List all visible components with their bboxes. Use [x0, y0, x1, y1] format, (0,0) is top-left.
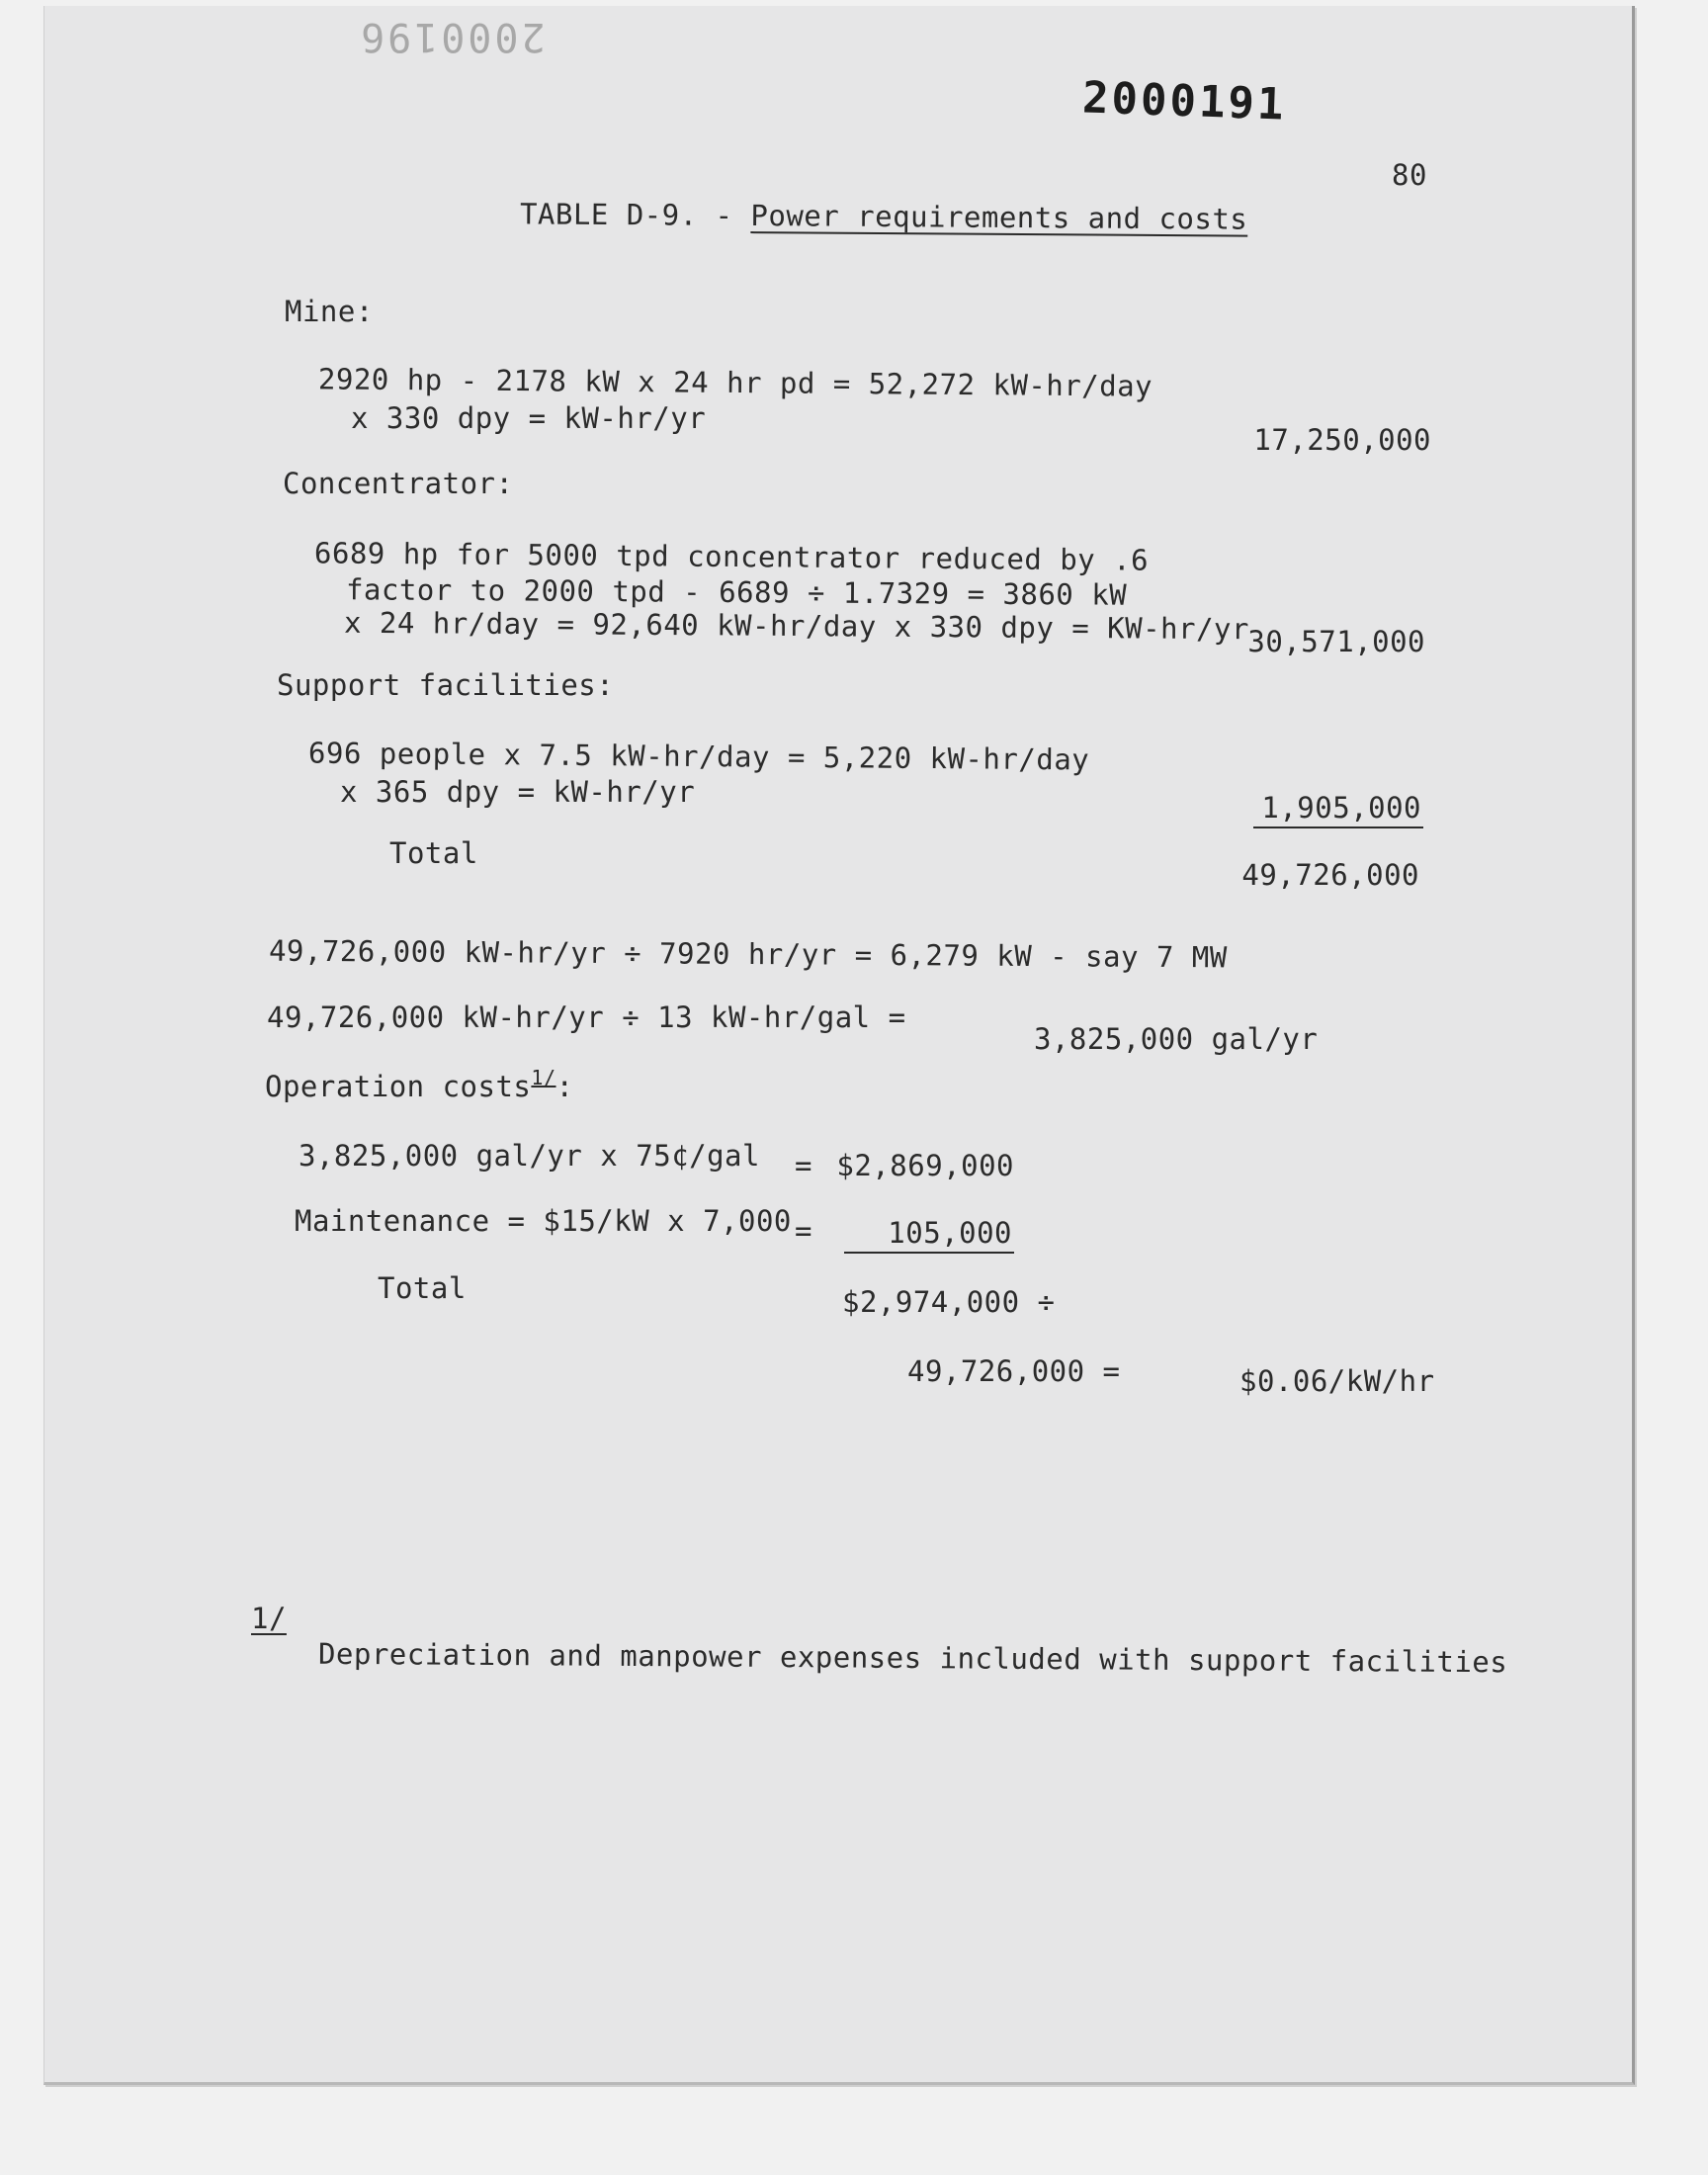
faint-stamp-number: 2000196: [358, 14, 546, 59]
maintenance-equals: =: [795, 1214, 812, 1248]
mine-heading: Mine:: [285, 295, 374, 328]
mine-value: 17,250,000: [1253, 423, 1431, 457]
operation-total-value: $2,974,000 ÷: [842, 1285, 1056, 1319]
operation-heading: [265, 1066, 574, 1106]
page-number: 80: [1392, 158, 1427, 192]
total-value: 49,726,000: [1241, 858, 1419, 892]
page-title: [520, 197, 1248, 235]
fuel-cost-line: 3,825,000 gal/yr x 75¢/gal: [299, 1139, 760, 1173]
maintenance-value: 105,000: [888, 1216, 1012, 1250]
mine-line-1: 2920 hp - 2178 kW x 24 hr pd = 52,272 kW-hr/day: [317, 362, 1153, 403]
footnote-marker: 1/: [251, 1602, 287, 1635]
support-underline: [1253, 826, 1423, 828]
maintenance-underline: [844, 1252, 1014, 1254]
maintenance-line: Maintenance = $15/kW x 7,000: [295, 1204, 792, 1238]
operation-result: $0.06/kW/hr: [1239, 1364, 1435, 1398]
concentrator-line-3: x 24 hr/day = 92,640 kW-hr/day x 330 dpy = KW-hr/yr: [343, 605, 1250, 647]
fuel-cost-value: $2,869,000: [836, 1149, 1014, 1182]
concentrator-line-1: 6689 hp for 5000 tpd concentrator reduced by .6: [313, 536, 1150, 577]
support-line-1: 696 people x 7.5 kW-hr/day = 5,220 kW-hr/day: [307, 736, 1090, 777]
total-label: Total: [389, 836, 478, 870]
calc-line-1: 49,726,000 kW-hr/yr ÷ 7920 hr/yr = 6,279 kW - say 7 MW: [268, 933, 1228, 975]
mine-line-2: x 330 dpy = kW-hr/yr: [351, 401, 707, 435]
support-value: 1,905,000: [1261, 791, 1421, 825]
support-heading: Support facilities:: [277, 668, 615, 702]
operation-total-label: Total: [378, 1271, 467, 1305]
calc-line-2-right: 3,825,000 gal/yr: [1034, 1022, 1319, 1056]
table-label: TABLE D-9. -: [519, 197, 751, 233]
operation-heading-text: Operation costs: [265, 1070, 532, 1103]
stamp-number: 2000191: [1081, 72, 1288, 130]
calc-line-2-left: 49,726,000 kW-hr/yr ÷ 13 kW-hr/gal =: [267, 1000, 906, 1034]
table-title: Power requirements and costs: [750, 199, 1248, 236]
footnote-reference: 1/: [531, 1066, 556, 1089]
concentrator-line-2: factor to 2000 tpd - 6689 ÷ 1.7329 = 3860 kW: [345, 572, 1128, 612]
document-page: [43, 6, 1635, 2085]
operation-divisor: 49,726,000 =: [907, 1354, 1121, 1388]
operation-heading-colon: :: [555, 1070, 574, 1103]
concentrator-heading: Concentrator:: [283, 467, 514, 500]
fuel-cost-equals: =: [795, 1149, 812, 1182]
concentrator-value: 30,571,000: [1247, 625, 1425, 658]
footnote-text: Depreciation and manpower expenses included with support facilities: [317, 1636, 1508, 1680]
support-line-2: x 365 dpy = kW-hr/yr: [340, 775, 696, 809]
